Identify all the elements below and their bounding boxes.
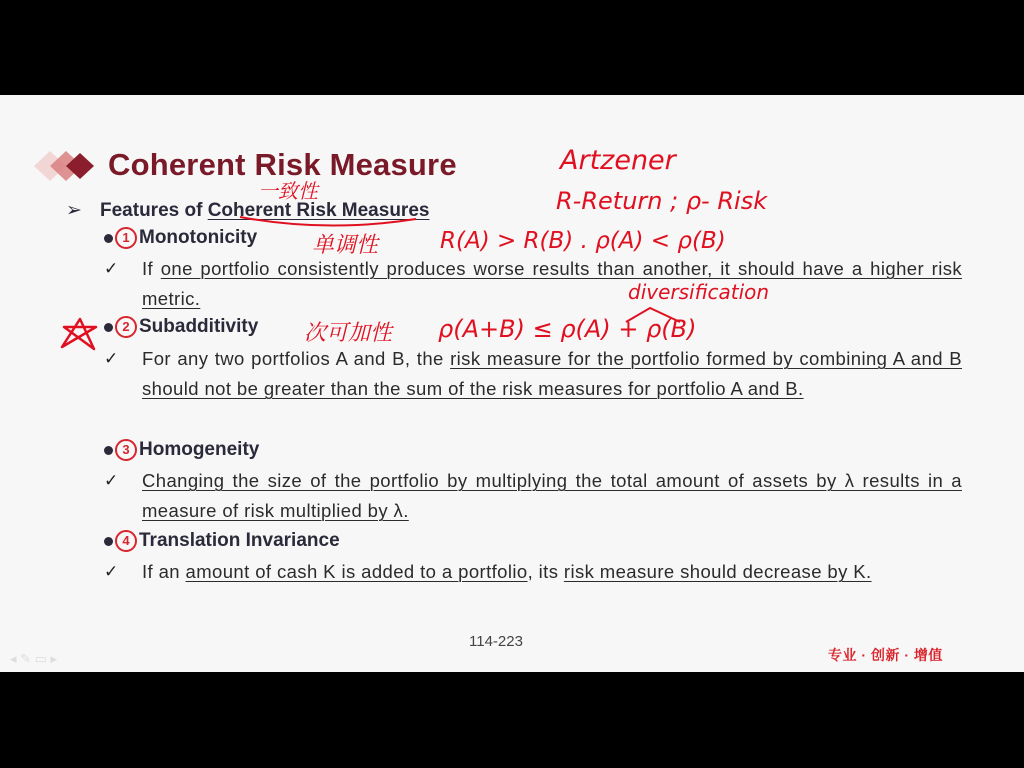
annotation-monotonicity: 单调性 [312, 233, 379, 258]
section-heading: ➢ Features of Coherent Risk Measures [66, 200, 430, 221]
circled-number: 3 [115, 439, 137, 461]
circled-number: 4 [115, 530, 137, 552]
bullet-dot-icon [104, 234, 113, 243]
star-mark-icon [56, 317, 106, 357]
slide-title: Coherent Risk Measure [108, 147, 457, 182]
feature-homogeneity: 3 Homogeneity [104, 439, 259, 461]
annotation-return-risk: R-Return ; ρ- Risk [556, 187, 768, 215]
annotation-author: Artzener [560, 145, 676, 176]
feature-subadditivity: 2 Subadditivity [104, 316, 258, 338]
annotation-diversification: diversification [628, 280, 770, 304]
page-number: 114-223 [469, 633, 523, 650]
check-icon: ✓ [104, 259, 119, 278]
bullet-dot-icon [104, 537, 113, 546]
paragraph-homogeneity: Changing the size of the portfolio by multiplying the total amount of assets by λ results in a measure of risk multiplied by λ. [142, 470, 962, 521]
circled-number: 2 [115, 316, 137, 338]
annotation-eq2: ρ(A+B) ≤ ρ(A) + ρ(B) [438, 315, 697, 343]
paragraph-translation-invariance: If an amount of cash K is added to a portfolio, its risk measure should decrease by K. [142, 561, 872, 582]
check-icon: ✓ [104, 562, 119, 581]
circled-number: 1 [115, 227, 137, 249]
subtitle-underlined: Coherent Risk Measures [207, 200, 430, 221]
annotation-eq1: R(A) > R(B) . ρ(A) < ρ(B) [440, 228, 726, 254]
feature-monotonicity: 1 Monotonicity [104, 227, 257, 249]
arrow-bullet-icon: ➢ [66, 200, 82, 221]
feature-translation-invariance: 4 Translation Invariance [104, 530, 340, 552]
bullet-dot-icon [104, 446, 113, 455]
annotation-consistency: 一致性 [258, 179, 318, 203]
slide-nav-icons[interactable]: ◂ ✎ ▭ ▸ [10, 651, 58, 666]
brand-slogan: 专业 · 创新 · 增值 [828, 647, 943, 663]
title-diamond-icon [20, 147, 100, 185]
check-icon: ✓ [104, 349, 119, 368]
paragraph-monotonicity: If one portfolio consistently produces worse results than another, it should have a higher risk metric. [142, 258, 962, 309]
slide [0, 95, 1024, 672]
annotation-subadditivity: 次可加性 [304, 321, 393, 346]
underline-stroke-icon [236, 199, 536, 229]
check-icon: ✓ [104, 471, 119, 490]
bracket-mark-icon [620, 302, 700, 326]
paragraph-subadditivity: For any two portfolios A and B, the risk measure for the portfolio formed by combining A and B should not be greater than the sum of the risk measures for portfolio A and B. [142, 348, 963, 399]
